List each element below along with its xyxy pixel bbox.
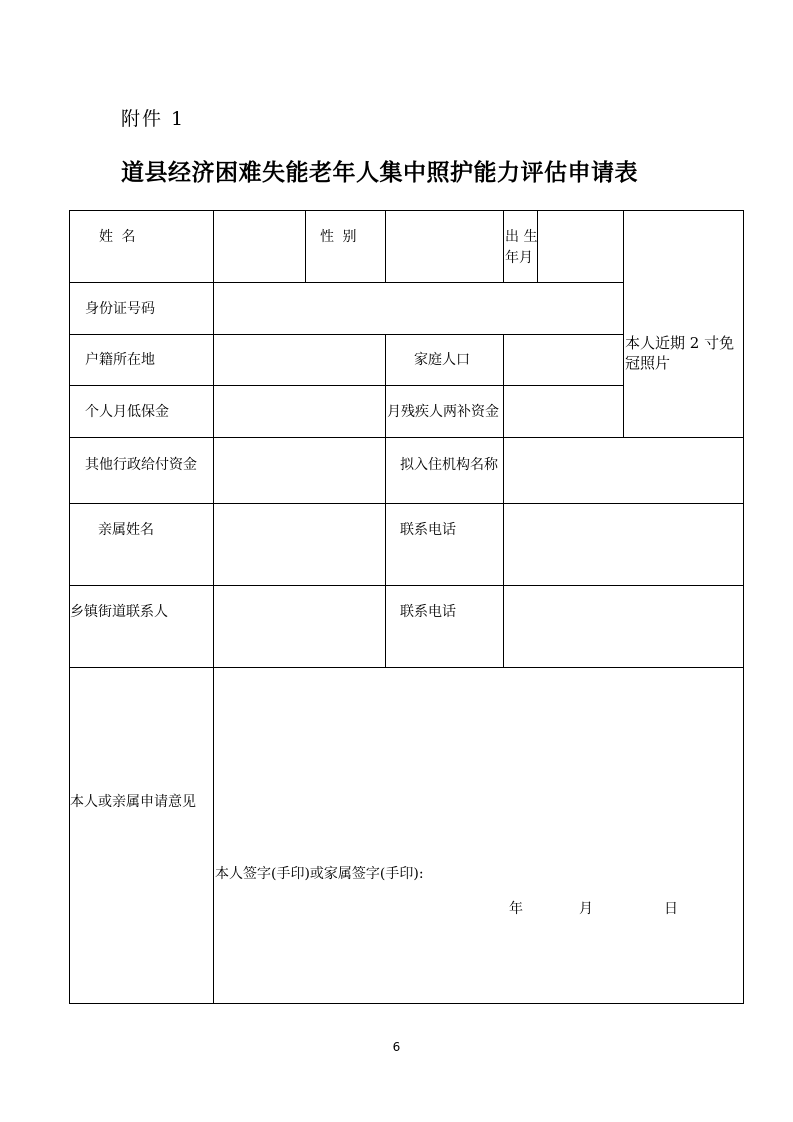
date-day-label: 日	[664, 901, 678, 917]
relative-phone-label: 联系电话	[400, 522, 456, 538]
gender-label: 性 别	[320, 229, 359, 245]
date-year-label: 年	[509, 901, 523, 917]
birth-label-line2: 年月	[505, 250, 533, 266]
form-title: 道县经济困难失能老年人集中照护能力评估申请表	[121, 160, 638, 186]
other-admin-funds-label: 其他行政给付资金	[85, 457, 197, 473]
family-size-label: 家庭人口	[414, 352, 470, 368]
relative-name-label: 亲属姓名	[98, 522, 154, 538]
name-label: 姓 名	[99, 229, 138, 245]
birth-label-line1: 出 生	[505, 229, 538, 245]
disability-allowance-label: 月残疾人两补资金	[387, 404, 499, 420]
photo-label-line1: 本人近期 2 寸免	[625, 334, 735, 352]
page-number: 6	[392, 1040, 401, 1054]
attachment-label: 附件 1	[121, 108, 186, 130]
photo-label-line2: 冠照片	[625, 354, 671, 372]
household-label: 户籍所在地	[85, 352, 155, 368]
institution-label: 拟入住机构名称	[400, 457, 498, 473]
opinion-label: 本人或亲属申请意见	[70, 794, 196, 810]
signature-label: 本人签字(手印)或家属签字(手印):	[215, 866, 424, 882]
date-month-label: 月	[579, 901, 593, 917]
town-contact-label: 乡镇街道联系人	[70, 604, 168, 620]
id-number-label: 身份证号码	[85, 301, 155, 317]
town-phone-label: 联系电话	[400, 604, 456, 620]
subsistence-label: 个人月低保金	[85, 404, 169, 420]
